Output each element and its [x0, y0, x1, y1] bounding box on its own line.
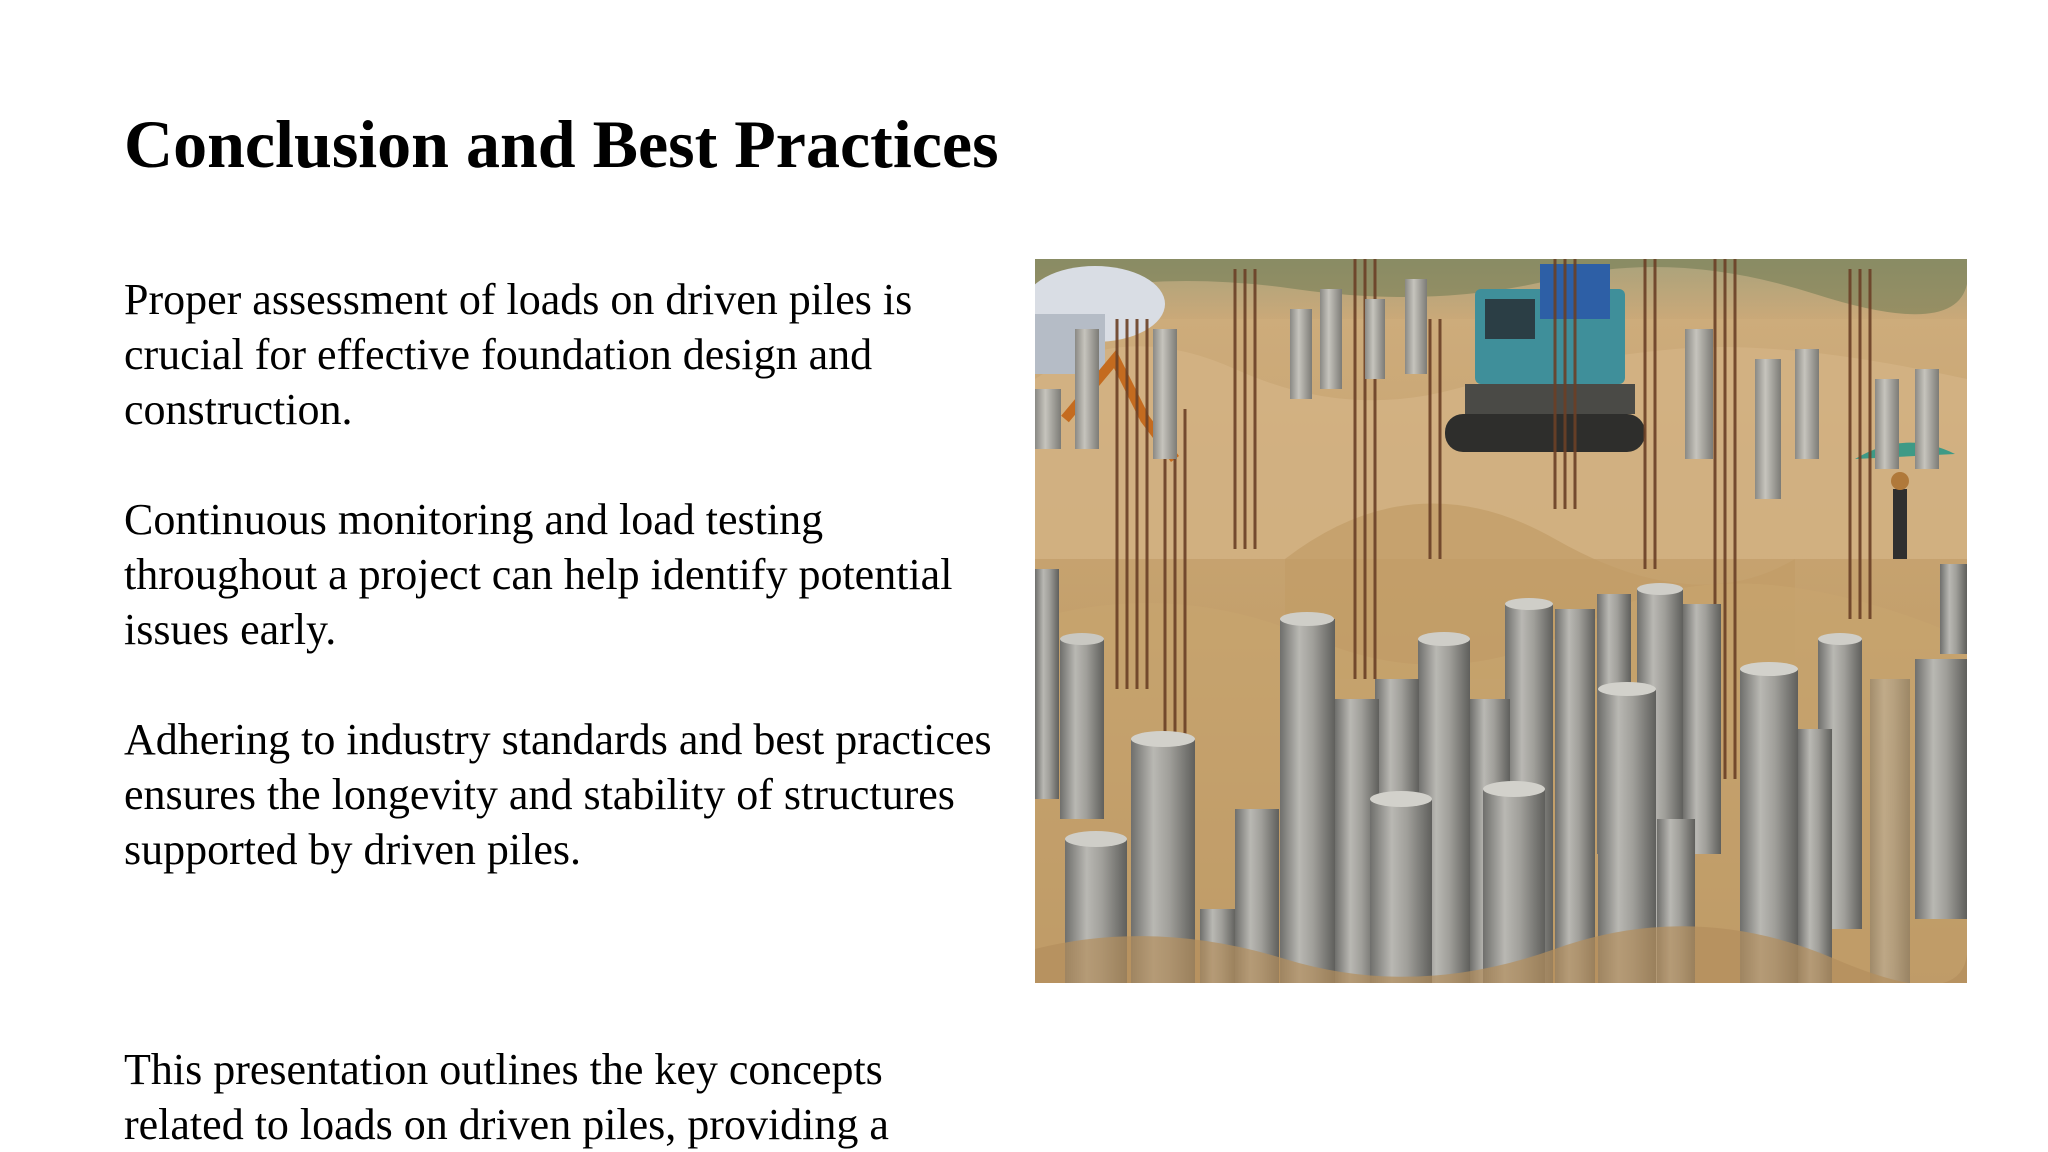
- construction-site-photo: [1035, 259, 1967, 983]
- paragraph-standards: Adhering to industry standards and best practices ensures the longevity and stability of structures supported by driven piles.: [124, 715, 992, 874]
- paragraph-monitoring: Continuous monitoring and load testing throughout a project can help identify potential issues early.: [124, 495, 953, 654]
- paragraph-assessment: Proper assessment of loads on driven piles is crucial for effective foundation design and construction.: [124, 275, 913, 434]
- pile-field-illustration: [1035, 259, 1967, 983]
- paragraph-outline: This presentation outlines the key concepts related to loads on driven piles, providing a: [124, 1045, 889, 1149]
- slide-title: Conclusion and Best Practices: [124, 106, 999, 182]
